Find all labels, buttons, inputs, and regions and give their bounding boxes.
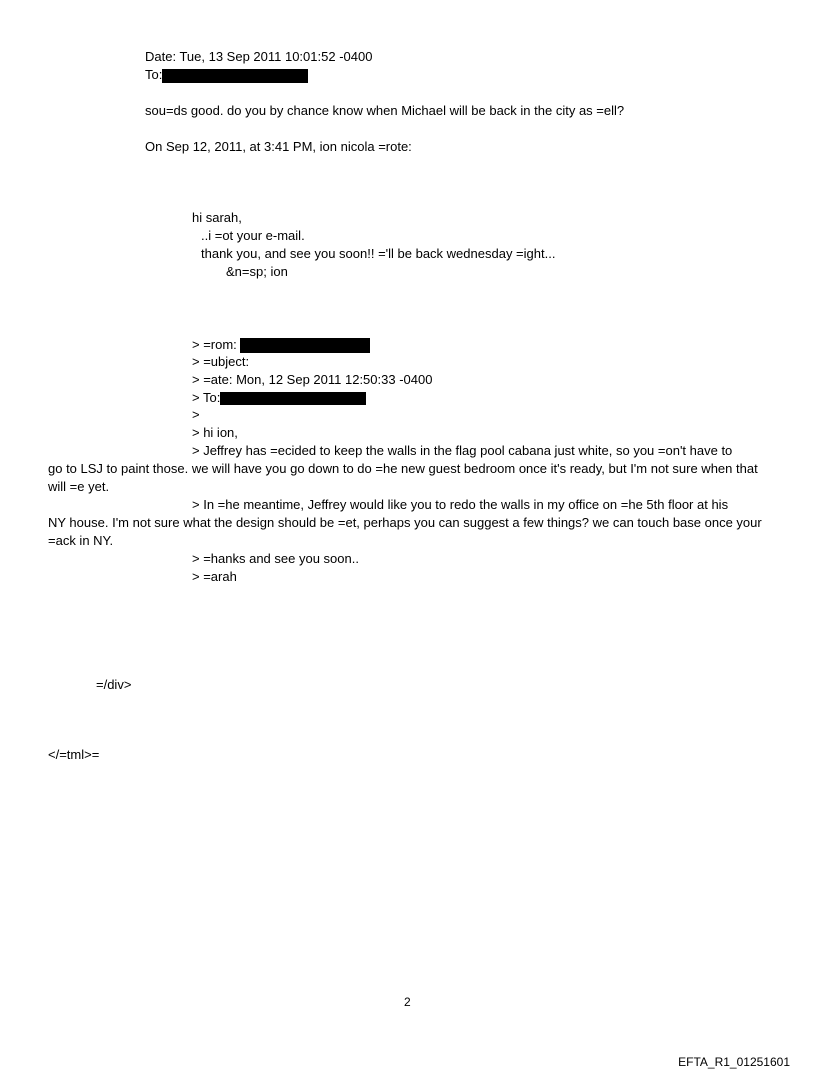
to-label: To: — [145, 67, 163, 82]
from-label: > =rom: — [192, 337, 237, 352]
closing-thanks: > =hanks and see you soon.. — [192, 551, 359, 566]
original-greeting: > hi ion, — [192, 425, 238, 440]
closing-signature: > =arah — [192, 569, 237, 584]
paragraph-1-continuation: go to LSJ to paint those. we will have you go down to do =he new guest bedroom once it's ready, but I'm not sure when that will =e yet. — [48, 461, 758, 494]
reply-attribution: On Sep 12, 2011, at 3:41 PM, ion nicola =rote: — [145, 139, 412, 154]
blank-quote-line: > — [192, 407, 200, 422]
original-date: > =ate: Mon, 12 Sep 2011 12:50:33 -0400 — [192, 372, 433, 387]
date-header: Date: Tue, 13 Sep 2011 10:01:52 -0400 — [145, 49, 373, 64]
document-id: EFTA_R1_01251601 — [678, 1055, 790, 1069]
quoted-line-1: ..i =ot your e-mail. — [201, 228, 305, 243]
quoted-greeting: hi sarah, — [192, 210, 242, 225]
paragraph-2-continuation: NY house. I'm not sure what the design should be =et, perhaps you can suggest a few things? we can touch base once your =ack in NY. — [48, 515, 762, 548]
html-close-fragment: </=tml>= — [48, 747, 100, 762]
paragraph-1-first-line: > Jeffrey has =ecided to keep the walls in the flag pool cabana just white, so you =on't have to — [192, 443, 733, 458]
quoted-signoff: &n=sp; ion — [226, 264, 288, 279]
redaction-box — [220, 392, 366, 405]
original-to — [192, 389, 366, 406]
div-close-fragment: =/div> — [96, 677, 132, 692]
to-header — [145, 66, 308, 83]
paragraph-2-first-line: > In =he meantime, Jeffrey would like you to redo the walls in my office on =he 5th floor at his — [192, 497, 729, 512]
page-number: 2 — [404, 995, 411, 1009]
to-label: > To: — [192, 390, 221, 405]
redaction-box — [240, 338, 370, 353]
original-subject: > =ubject: — [192, 354, 250, 369]
original-from — [192, 336, 370, 353]
quoted-line-2: thank you, and see you soon!! ='ll be back wednesday =ight... — [201, 246, 556, 261]
redaction-box — [162, 69, 308, 83]
reply-body: sou=ds good. do you by chance know when Michael will be back in the city as =ell? — [145, 103, 625, 118]
